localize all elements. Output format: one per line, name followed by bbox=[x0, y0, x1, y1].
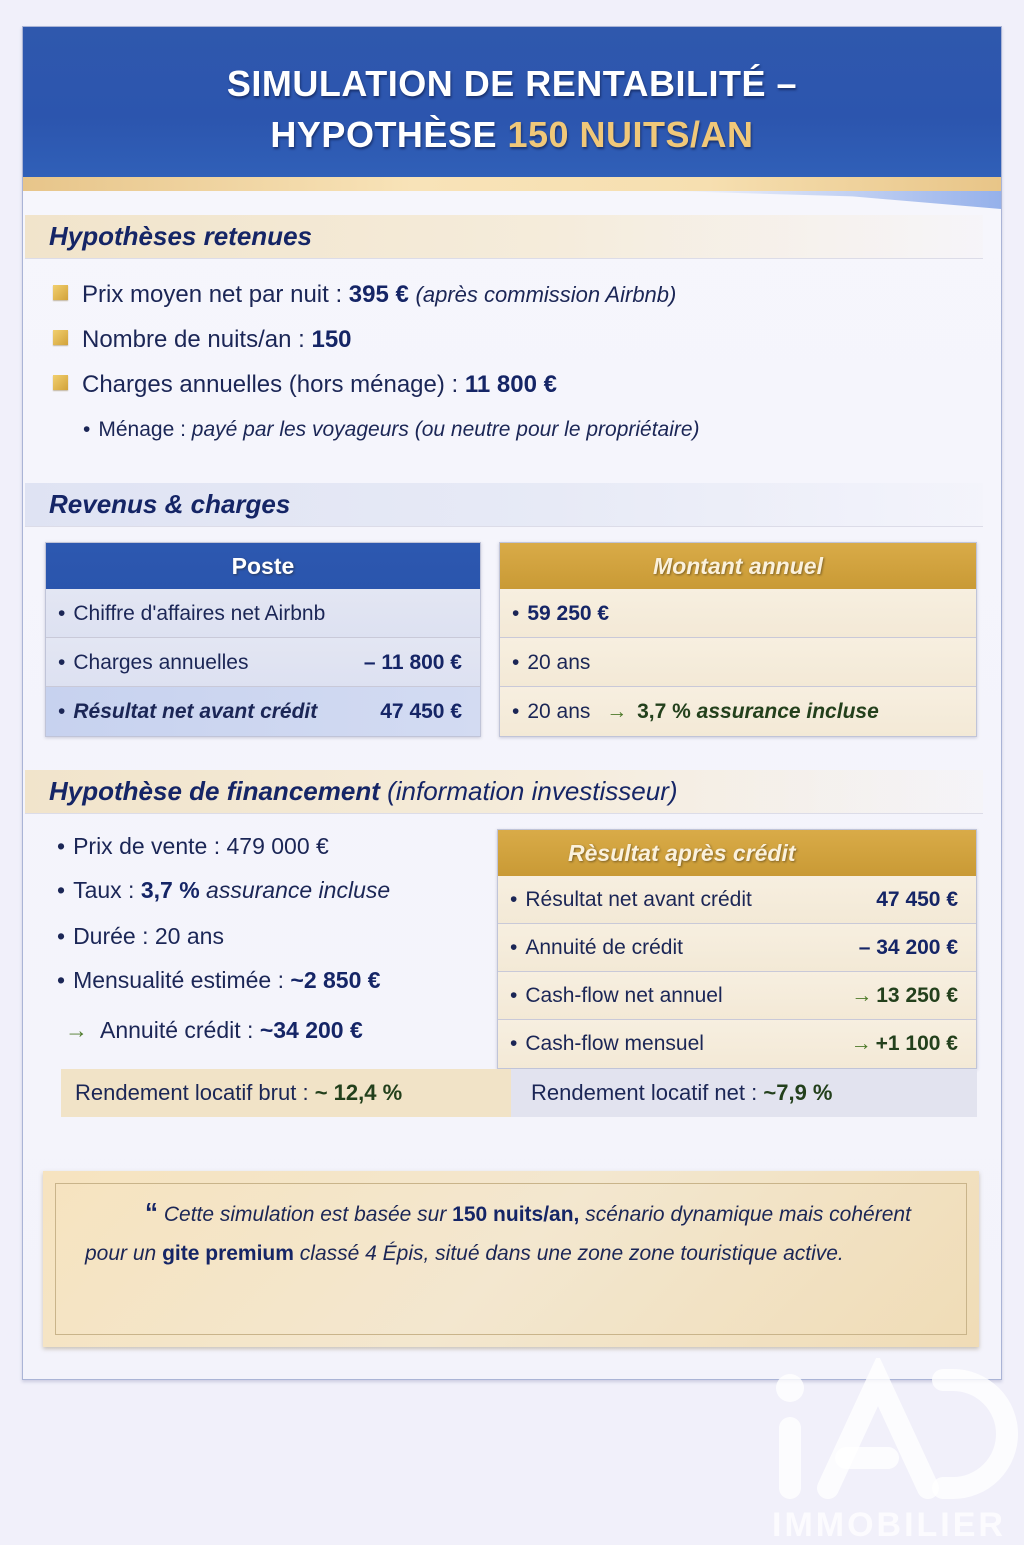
financement-item bbox=[57, 877, 390, 904]
item-value: ~2 850 € bbox=[290, 967, 381, 993]
page-title-line1: SIMULATION DE RENTABILITÉ – bbox=[226, 63, 798, 104]
bullet-dot-icon: • bbox=[83, 418, 91, 441]
row-value: – 11 800 € bbox=[363, 651, 462, 674]
rate-note: assurance incluse bbox=[696, 700, 879, 723]
square-bullet-icon bbox=[53, 330, 68, 345]
table-row bbox=[498, 876, 976, 924]
square-bullet-icon bbox=[53, 375, 68, 390]
arrow-right-icon: → bbox=[606, 700, 628, 723]
cashflow-annual-value: 13 250 € bbox=[876, 984, 958, 1007]
item-label: Prix de vente : bbox=[73, 833, 221, 859]
iad-logo-icon bbox=[768, 1358, 1024, 1508]
financement-item bbox=[57, 923, 224, 950]
item-value: 395 € bbox=[348, 281, 409, 308]
row-label: Annuité de crédit bbox=[525, 936, 683, 959]
row-label: Charges annuelles bbox=[73, 651, 249, 674]
result-table bbox=[497, 829, 977, 1069]
table-row bbox=[498, 1020, 976, 1068]
arrow-right-icon: → bbox=[65, 1017, 88, 1043]
bullet-dot-icon: • bbox=[510, 888, 518, 911]
quote-part: classé 4 Épis, situé dans une zone zone touristique active. bbox=[299, 1242, 844, 1265]
net-yield-label: Rendement locatif net : bbox=[531, 1080, 758, 1105]
row-label: Résultat net avant crédit bbox=[525, 888, 752, 911]
subitem-text: payé par les voyageurs (ou neutre pour le propriétaire) bbox=[191, 418, 700, 441]
poste-table bbox=[45, 542, 481, 737]
page-title-line2 bbox=[23, 114, 1001, 156]
gross-yield-value: ~ 12,4 % bbox=[314, 1080, 403, 1105]
item-label: Charges annuelles (hors ménage) : bbox=[82, 371, 459, 398]
montant-table-header: Montant annuel bbox=[500, 543, 976, 589]
item-value: 11 800 € bbox=[464, 371, 557, 398]
hypothesis-item bbox=[53, 281, 676, 309]
page-header bbox=[23, 27, 1001, 177]
hypothesis-item bbox=[53, 371, 557, 399]
quote-part: scénario dynamique mais cohérent pour un bbox=[85, 1203, 911, 1265]
item-value: ~34 200 € bbox=[259, 1017, 363, 1043]
row-value bbox=[851, 972, 958, 1020]
section-title-hypotheses: Hypothèses retenues bbox=[25, 215, 983, 258]
iad-watermark-logo bbox=[768, 1358, 1024, 1544]
arrow-right-icon: → bbox=[851, 984, 873, 1007]
table-row-highlight bbox=[46, 687, 480, 736]
cashflow-monthly-value: +1 100 € bbox=[875, 1032, 958, 1055]
row-value: 59 250 € bbox=[527, 602, 610, 625]
item-note: assurance incluse bbox=[206, 877, 391, 903]
table-row bbox=[500, 687, 976, 736]
bullet-dot-icon: • bbox=[512, 700, 520, 723]
decorative-sweep bbox=[671, 191, 1001, 209]
quote-box bbox=[43, 1171, 979, 1347]
montant-table bbox=[499, 542, 977, 737]
item-label: Annuité crédit : bbox=[100, 1017, 254, 1043]
row-value bbox=[851, 1020, 958, 1068]
section-title-revenus: Revenus & charges bbox=[25, 483, 983, 526]
bullet-dot-icon: • bbox=[58, 602, 66, 625]
bullet-dot-icon: • bbox=[58, 651, 66, 674]
table-row bbox=[500, 638, 976, 687]
row-value: 20 ans bbox=[527, 651, 591, 674]
title-highlight: 150 NUITS/AN bbox=[507, 114, 754, 155]
bullet-dot-icon: • bbox=[58, 700, 66, 723]
annuite-item bbox=[65, 1017, 363, 1044]
gold-divider bbox=[23, 177, 1001, 191]
square-bullet-icon bbox=[53, 285, 68, 300]
table-row bbox=[498, 972, 976, 1020]
item-label: Nombre de nuits/an : bbox=[82, 326, 305, 353]
row-value: – 34 200 € bbox=[858, 936, 958, 959]
item-label: Taux : bbox=[73, 877, 135, 903]
gross-yield-label: Rendement locatif brut : bbox=[75, 1080, 309, 1105]
bullet-dot-icon: • bbox=[512, 602, 520, 625]
poste-table-header: Poste bbox=[46, 543, 480, 589]
divider bbox=[25, 526, 983, 527]
gross-yield bbox=[61, 1069, 511, 1117]
section-title-financement bbox=[25, 770, 983, 813]
bullet-dot-icon: • bbox=[512, 651, 520, 674]
divider bbox=[25, 258, 983, 259]
subitem-label: Ménage : bbox=[98, 418, 186, 441]
net-yield bbox=[511, 1069, 977, 1117]
item-note: (après commission Airbnb) bbox=[415, 282, 677, 307]
item-label: Mensualité estimée : bbox=[73, 967, 284, 993]
arrow-right-icon: → bbox=[850, 1032, 872, 1055]
watermark-text: IMMOBILIER bbox=[772, 1506, 1006, 1544]
bullet-dot-icon: • bbox=[510, 936, 518, 959]
row-label: Cash-flow net annuel bbox=[525, 984, 723, 1007]
item-value: 150 bbox=[311, 326, 352, 353]
table-row bbox=[46, 638, 480, 687]
hypothesis-subitem bbox=[83, 418, 700, 442]
item-value: 3,7 % bbox=[140, 877, 200, 903]
financement-item bbox=[57, 833, 329, 860]
hypothesis-item bbox=[53, 326, 352, 354]
row-value: 47 450 € bbox=[380, 700, 462, 723]
rate-value: 3,7 % bbox=[637, 700, 691, 723]
simulation-sheet bbox=[22, 26, 1002, 1380]
quote-part: Cette simulation est basée sur bbox=[163, 1203, 447, 1226]
quote-mark-icon: “ bbox=[145, 1197, 158, 1227]
result-table-header: Rèsultat après crédit bbox=[498, 830, 976, 876]
table-row bbox=[46, 589, 480, 638]
bullet-dot-icon: • bbox=[57, 877, 66, 903]
bullet-dot-icon: • bbox=[510, 1032, 518, 1055]
quote-text bbox=[85, 1193, 945, 1273]
row-value: 20 ans bbox=[527, 700, 591, 723]
row-label: Cash-flow mensuel bbox=[525, 1032, 704, 1055]
quote-bold: gite premium bbox=[162, 1242, 294, 1265]
section-subtitle: (information investisseur) bbox=[387, 776, 678, 806]
table-row bbox=[500, 589, 976, 638]
row-label: Résultat net avant crédit bbox=[73, 700, 318, 723]
bullet-dot-icon: • bbox=[510, 984, 518, 1007]
bullet-dot-icon: • bbox=[57, 967, 66, 993]
net-yield-value: ~7,9 % bbox=[763, 1080, 833, 1105]
divider bbox=[25, 813, 983, 814]
item-value: 479 000 € bbox=[226, 833, 329, 859]
row-label: Chiffre d'affaires net Airbnb bbox=[73, 602, 326, 625]
title-prefix: HYPOTHÈSE bbox=[270, 114, 497, 155]
table-row bbox=[498, 924, 976, 972]
bullet-dot-icon: • bbox=[57, 833, 66, 859]
row-value: 47 450 € bbox=[876, 888, 958, 911]
quote-bold: 150 nuits/an, bbox=[452, 1203, 580, 1226]
item-value: 20 ans bbox=[154, 923, 224, 949]
section-title-text: Hypothèse de financement bbox=[49, 776, 380, 806]
bullet-dot-icon: • bbox=[57, 923, 66, 949]
item-label: Durée : bbox=[73, 923, 149, 949]
item-label: Prix moyen net par nuit : bbox=[82, 281, 343, 308]
financement-item bbox=[57, 967, 381, 994]
